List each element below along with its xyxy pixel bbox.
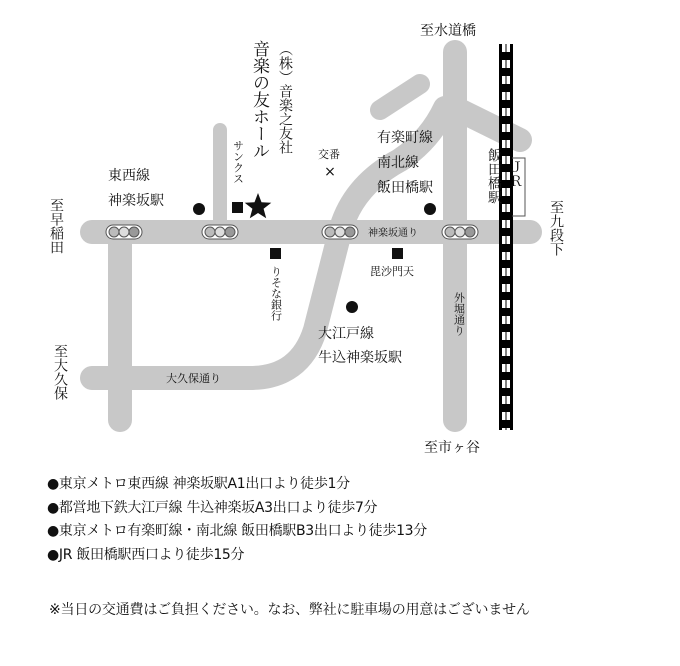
yurakucho-line-label: 有楽町線: [377, 130, 433, 146]
koban-road-upper: [380, 84, 420, 110]
traffic-signal-icon: [106, 225, 142, 239]
iidabashi-station-dot: [424, 203, 436, 215]
koban-label: 交番: [318, 148, 340, 161]
iidabashi-station-label: 飯田橋駅: [377, 180, 433, 196]
ushigome-station-dot: [346, 301, 358, 313]
okubo-dori-label: 大久保通り: [166, 372, 221, 385]
traffic-signal-icon: [202, 225, 238, 239]
oedo-line-label: 大江戸線: [318, 326, 374, 342]
jr-iidabashi-label: 飯田橋駅: [486, 148, 502, 204]
access-list: [47, 473, 427, 567]
access-item: ●東京メトロ東西線 神楽坂駅A1出口より徒歩1分: [47, 476, 350, 492]
to-ichigaya-label: 至市ヶ谷: [424, 440, 480, 456]
jr-label: ＪＲ: [507, 160, 523, 188]
koban-marker-icon: ×: [324, 164, 336, 180]
kagurazaka-station-label: 神楽坂駅: [108, 193, 164, 209]
hall-star-icon: [245, 193, 272, 218]
to-okubo-label: 至大久保: [52, 344, 68, 400]
kagurazaka-dori-label: 神楽坂通り: [368, 228, 418, 239]
to-suidobashi-label: 至水道橋: [420, 23, 476, 39]
resona-bank-marker: [270, 248, 281, 259]
hall-company-label: （株）音楽之友社: [277, 42, 293, 154]
access-item: ●JR 飯田橋駅西口より徒歩15分: [47, 546, 245, 563]
tozai-line-label: 東西線: [108, 168, 150, 184]
bishamonten-label: 毘沙門天: [370, 265, 414, 278]
ushigome-station-label: 牛込神楽坂駅: [318, 350, 402, 366]
resona-bank-label: りそな銀行: [269, 266, 283, 321]
sanks-label: サンクス: [231, 140, 245, 184]
bishamonten-marker: [392, 248, 403, 259]
access-item: ●東京メトロ有楽町線・南北線 飯田橋駅B3出口より徒歩13分: [47, 523, 427, 539]
hall-name-label: 音楽の友ホール: [249, 40, 269, 159]
access-item: ●都営地下鉄大江戸線 牛込神楽坂A3出口より徒歩7分: [47, 499, 378, 516]
kagurazaka-station-dot: [193, 203, 205, 215]
traffic-signal-icon: [442, 225, 478, 239]
sanks-marker: [232, 202, 243, 213]
to-kudanshita-label: 至九段下: [548, 200, 564, 256]
traffic-signal-icon: [322, 225, 358, 239]
sotobori-dori-label: 外堀通り: [452, 292, 466, 336]
to-waseda-label: 至早稲田: [48, 198, 64, 254]
notice-text: ※当日の交通費はご負担ください。なお、弊社に駐車場の用意はございません: [49, 602, 530, 618]
namboku-line-label: 南北線: [377, 155, 419, 171]
